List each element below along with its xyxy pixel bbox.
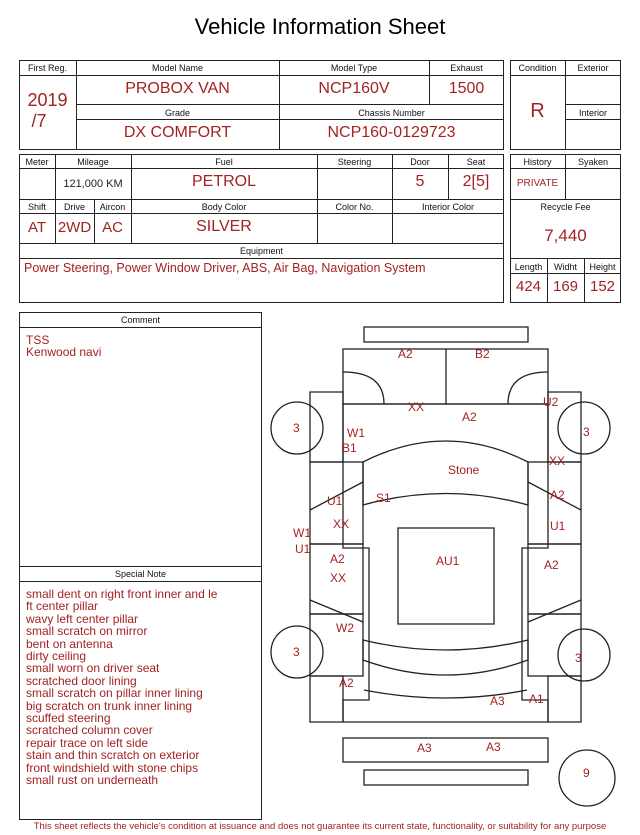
first-reg-year: 2019 bbox=[27, 90, 68, 110]
width-label: Widht bbox=[553, 262, 577, 272]
mark-roof-stone: Stone bbox=[448, 463, 480, 477]
mark-left-xx: XX bbox=[333, 517, 350, 531]
steering-label: Steering bbox=[337, 157, 372, 167]
comment-label: Comment bbox=[120, 315, 160, 325]
shift-label: Shift bbox=[27, 202, 46, 212]
mark-front-a3-left: A3 bbox=[417, 741, 432, 755]
model-name-label: Model Name bbox=[151, 63, 204, 73]
special-note-label: Special Note bbox=[114, 569, 167, 579]
condition-value: R bbox=[530, 100, 545, 122]
special-note-line: stain and thin scratch on exterior bbox=[26, 748, 200, 763]
mark-left-front-tire: 3 bbox=[293, 645, 300, 659]
seat-label: Seat bbox=[466, 157, 486, 167]
exhaust-label: Exhaust bbox=[450, 63, 483, 73]
model-type-label: Model Type bbox=[330, 63, 378, 73]
exhaust-value: 1500 bbox=[448, 80, 485, 97]
syaken-label: Syaken bbox=[577, 157, 609, 167]
height-label: Height bbox=[589, 262, 616, 272]
color-no-label: Color No. bbox=[335, 202, 374, 212]
equipment-label: Equipment bbox=[239, 246, 284, 256]
special-note-line: small dent on right front inner and le bbox=[26, 587, 218, 601]
mark-rear-left-bumper: A2 bbox=[398, 347, 413, 361]
fuel-label: Fuel bbox=[215, 157, 233, 167]
right-front-side bbox=[528, 614, 581, 676]
special-note-line: front windshield with stone chips bbox=[26, 760, 199, 775]
mark-right-a2: A2 bbox=[550, 488, 565, 502]
interior-color-label: Interior Color bbox=[421, 202, 475, 212]
mark-s1: S1 bbox=[376, 491, 391, 505]
meter-label: Meter bbox=[25, 157, 49, 167]
fuel-value: PETROL bbox=[191, 173, 256, 190]
right-front-fender bbox=[548, 676, 581, 722]
disclaimer-footer: This sheet reflects the vehicle's condition at issuance and does not guarantee its current state, functionality, or suitability for any purpose bbox=[33, 821, 607, 832]
exterior-label: Exterior bbox=[577, 63, 609, 73]
interior-label: Interior bbox=[578, 108, 607, 118]
special-note-line: scratched door lining bbox=[26, 673, 137, 688]
mark-left-xx2: XX bbox=[330, 571, 347, 585]
mark-spare-tire: 9 bbox=[583, 766, 590, 780]
condition-label: Condition bbox=[518, 63, 557, 73]
special-note-line: small scratch on mirror bbox=[26, 624, 148, 639]
door-value: 5 bbox=[415, 173, 425, 190]
height-value: 152 bbox=[589, 278, 616, 295]
mark-left-u1: U1 bbox=[327, 494, 343, 508]
mark-left-w2: W2 bbox=[336, 621, 354, 635]
aircon-label: Aircon bbox=[99, 202, 126, 212]
body-color-value: SILVER bbox=[196, 218, 252, 235]
roof-panel bbox=[398, 528, 494, 624]
body-color-label: Body Color bbox=[201, 202, 247, 212]
mark-right-rear-u2: U2 bbox=[543, 395, 559, 409]
recycle-fee-label: Recycle Fee bbox=[540, 202, 591, 212]
mark-left-u1b: U1 bbox=[295, 542, 311, 556]
rear-bumper-top bbox=[364, 327, 528, 342]
door-label: Door bbox=[410, 157, 430, 167]
mark-right-rear-tire: 3 bbox=[583, 425, 590, 439]
equipment-value: Power Steering, Power Window Driver, ABS, Air Bag, Navigation System bbox=[24, 261, 426, 275]
left-rear-quarter bbox=[310, 392, 343, 462]
model-name-value: PROBOX VAN bbox=[125, 80, 230, 97]
chassis-number-value: NCP160-0129723 bbox=[327, 124, 456, 141]
first-reg-month: /7 bbox=[31, 111, 47, 131]
mark-left-a2: A2 bbox=[330, 552, 345, 566]
special-note-line: scratched column cover bbox=[26, 723, 153, 738]
mark-trunk-a2: A2 bbox=[462, 410, 477, 424]
grade-label: Grade bbox=[164, 108, 190, 118]
front-bumper bbox=[343, 738, 548, 762]
mark-right-a1: A1 bbox=[529, 692, 544, 706]
special-note-line: ft center pillar bbox=[26, 599, 99, 614]
shift-value: AT bbox=[27, 219, 47, 236]
comment-line: TSS bbox=[26, 333, 50, 347]
model-type-value: NCP160V bbox=[318, 80, 390, 97]
drive-label: Drive bbox=[63, 202, 85, 212]
mark-right-a2b: A2 bbox=[544, 558, 559, 572]
mark-au1: AU1 bbox=[436, 554, 460, 568]
mark-left-rear-w1: W1 bbox=[347, 426, 365, 440]
special-note-line: repair trace on left side bbox=[26, 735, 149, 750]
front-bumper-lower bbox=[364, 770, 528, 785]
mark-hood-a3: A3 bbox=[490, 694, 505, 708]
page-title: Vehicle Information Sheet bbox=[194, 14, 446, 39]
comment-line: Kenwood navi bbox=[26, 345, 102, 360]
mark-front-a3-right: A3 bbox=[486, 740, 501, 754]
history-value: PRIVATE bbox=[516, 178, 559, 189]
special-note-line: small scratch on pillar inner lining bbox=[26, 686, 203, 701]
length-label: Length bbox=[514, 262, 543, 272]
special-note-line: wavy left center pillar bbox=[26, 611, 139, 626]
special-note-line: bent on antenna bbox=[26, 636, 113, 651]
first-reg-label: First Reg. bbox=[27, 63, 67, 73]
mileage-label: Mileage bbox=[77, 157, 109, 167]
mark-right-front-tire: 3 bbox=[575, 651, 582, 665]
recycle-fee-value: 7,440 bbox=[544, 226, 587, 245]
chassis-number-label: Chassis Number bbox=[358, 108, 425, 118]
special-note-line: big scratch on trunk inner lining bbox=[26, 698, 193, 713]
special-note-line: scuffed steering bbox=[26, 711, 111, 726]
rear-right-corner-arc bbox=[508, 372, 548, 404]
aircon-value: AC bbox=[102, 219, 123, 236]
mark-left-w1: W1 bbox=[293, 526, 311, 540]
grade-value: DX COMFORT bbox=[123, 124, 232, 141]
mark-left-rear-tire: 3 bbox=[293, 421, 300, 435]
mark-right-rear-xx: XX bbox=[549, 454, 566, 468]
mark-left-a2-front: A2 bbox=[339, 676, 354, 690]
rear-left-corner-arc bbox=[343, 372, 384, 404]
mileage-value: 121,000 KM bbox=[63, 178, 123, 190]
drive-value: 2WD bbox=[57, 219, 92, 236]
special-note-line: dirty ceiling bbox=[26, 649, 87, 664]
mark-rear-right-bumper: B2 bbox=[475, 347, 490, 361]
seat-value: 2[5] bbox=[462, 173, 490, 190]
history-label: History bbox=[523, 157, 552, 167]
special-note-line: small rust on underneath bbox=[26, 773, 159, 788]
mark-left-rear-b1: B1 bbox=[342, 441, 357, 455]
right-front-tire bbox=[558, 629, 610, 681]
mark-trunk-xx: XX bbox=[408, 400, 425, 414]
special-note-line: small worn on driver seat bbox=[26, 661, 160, 676]
width-value: 169 bbox=[552, 278, 579, 295]
front-windshield bbox=[363, 640, 528, 675]
length-value: 424 bbox=[515, 278, 542, 295]
mark-right-u1: U1 bbox=[550, 519, 566, 533]
